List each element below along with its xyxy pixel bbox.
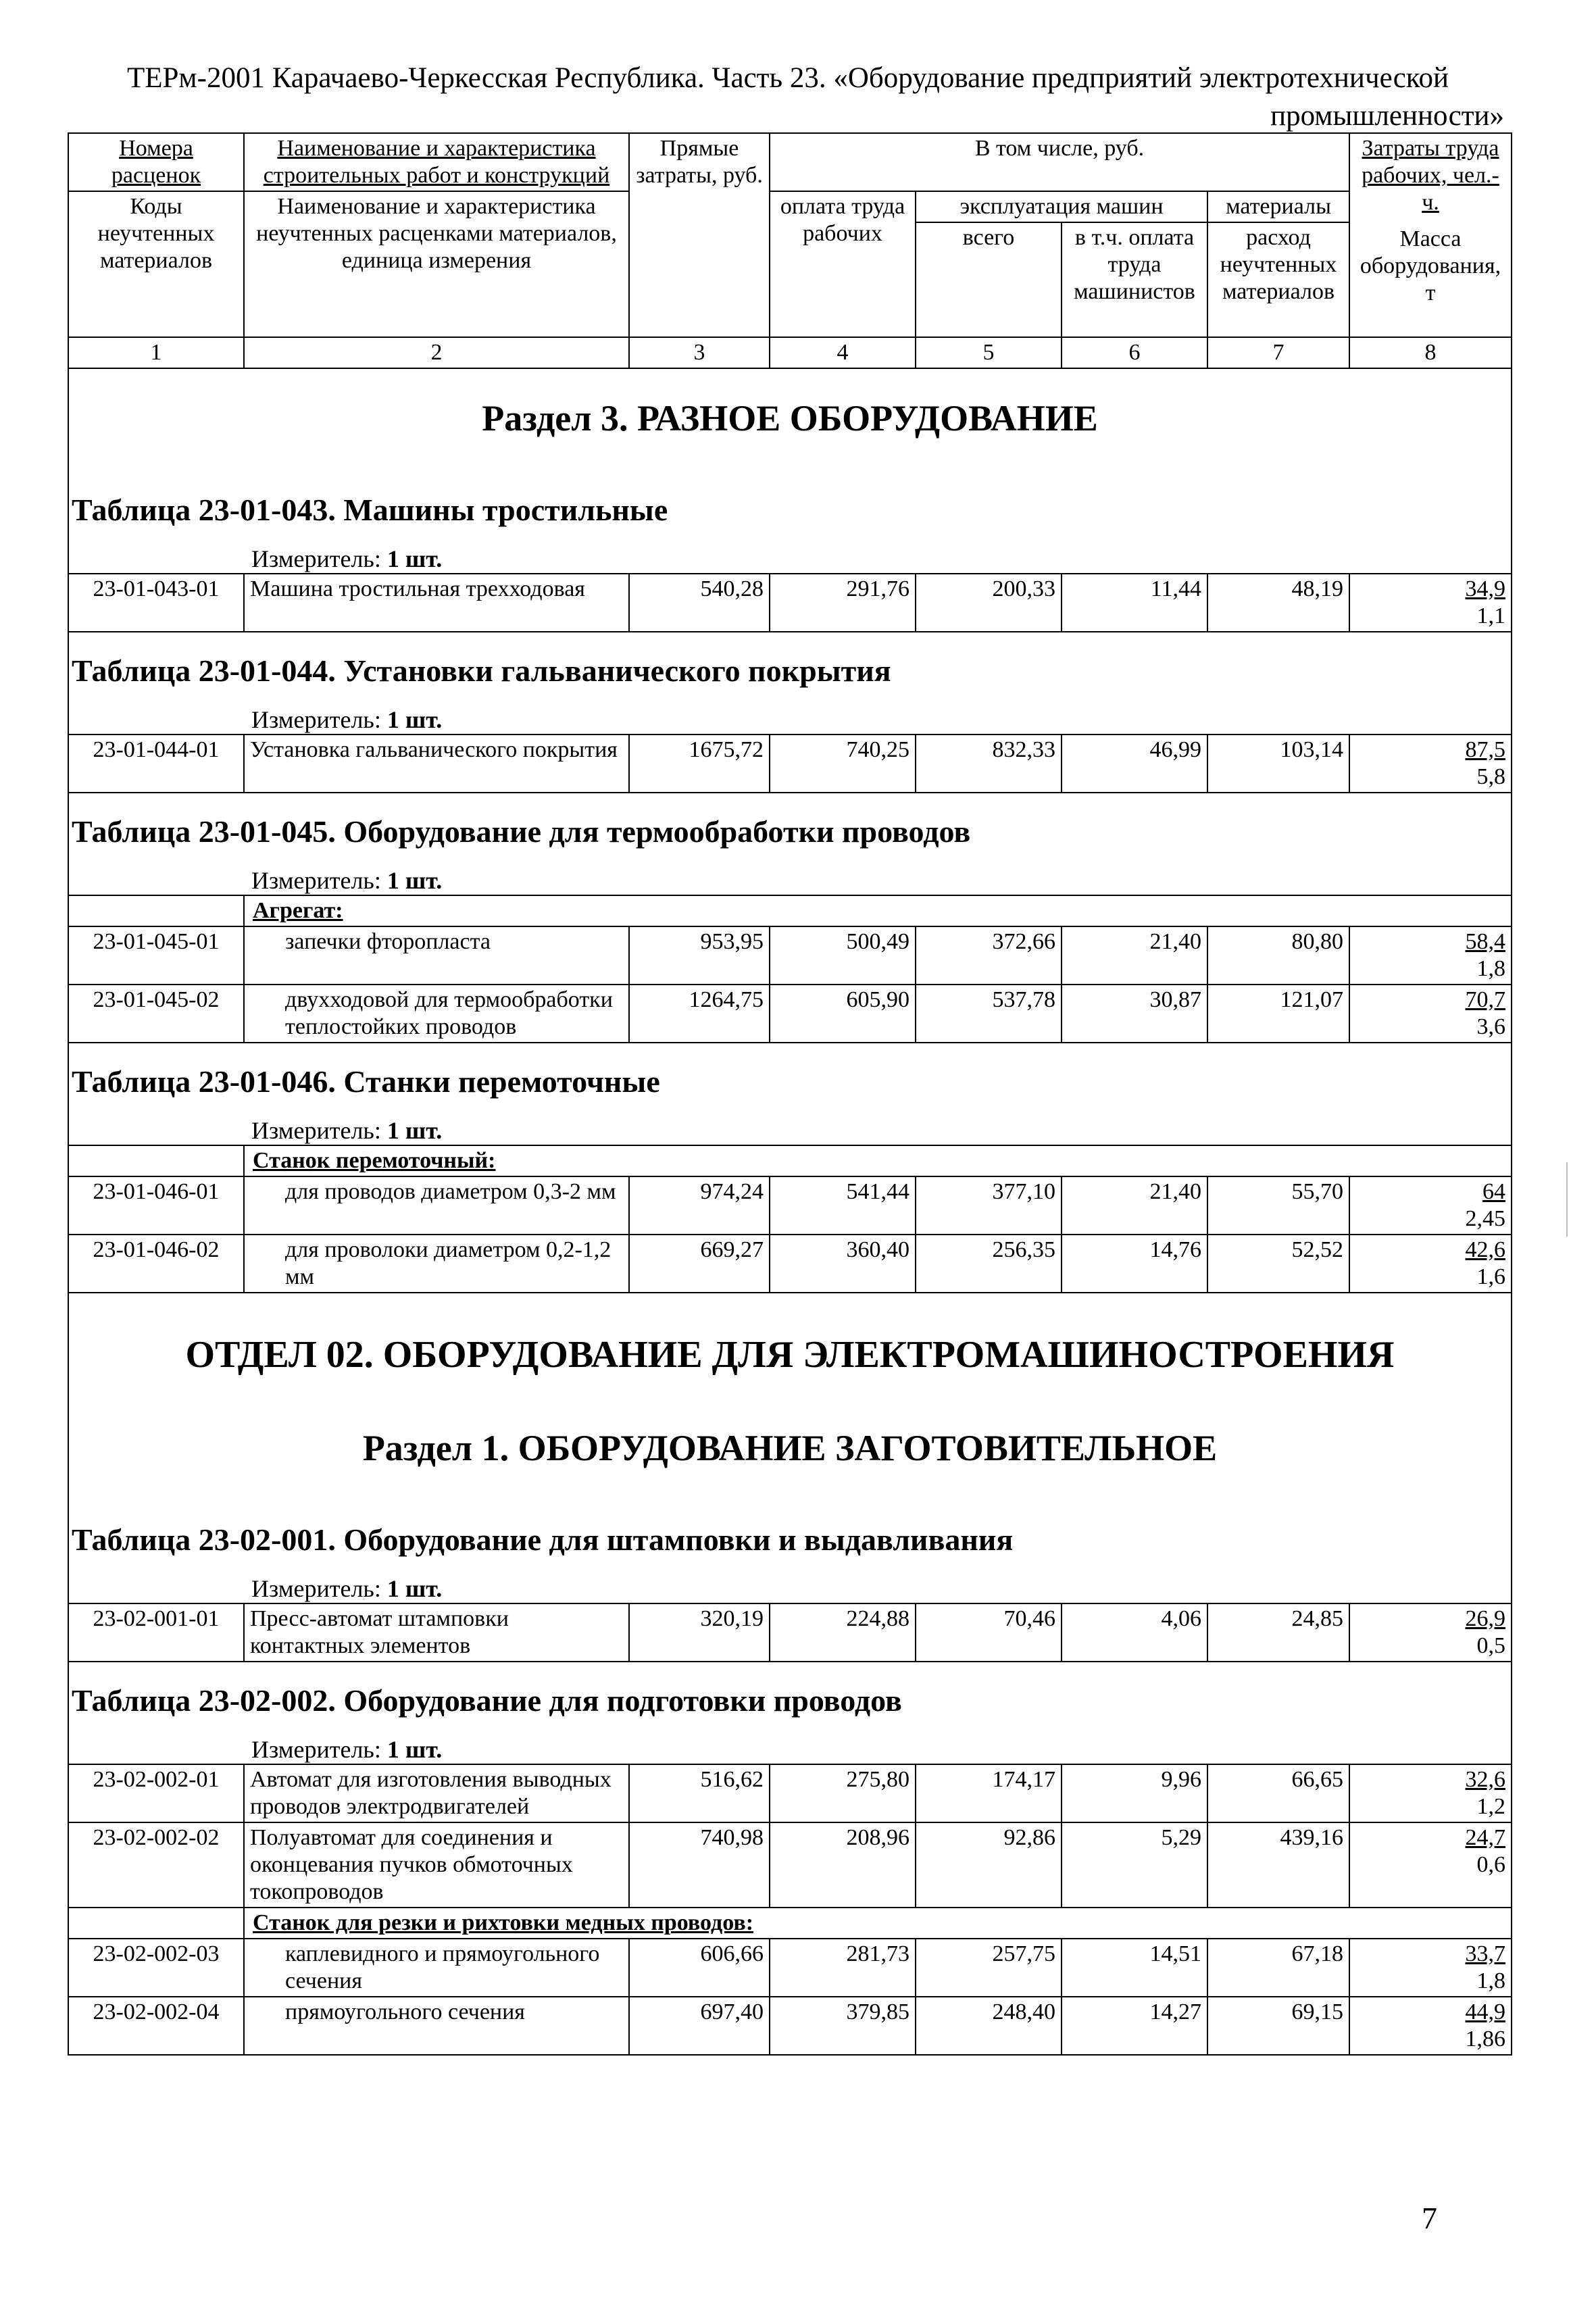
operators-cost: 4,06 (1062, 1603, 1207, 1662)
operators-cost: 14,51 (1062, 1939, 1207, 1997)
rate-code: 23-02-001-01 (68, 1603, 244, 1662)
rate-code: 23-01-046-02 (68, 1235, 244, 1293)
machines-cost: 248,40 (916, 1997, 1062, 2055)
table-row (68, 1997, 1512, 2055)
materials-cost: 67,18 (1207, 1939, 1349, 1997)
scan-artifact-line (1566, 1162, 1568, 1237)
rate-code: 23-02-002-02 (68, 1822, 244, 1908)
operators-cost: 9,96 (1062, 1764, 1207, 1822)
labor-cost: 208,96 (770, 1822, 916, 1908)
rate-name: Автомат для изготовления выводных проводов электродвигателей (244, 1764, 629, 1822)
operators-cost: 14,27 (1062, 1997, 1207, 2055)
col2-header-bottom: Наименование и характеристика неучтенных расценками материалов, единица измерения (244, 191, 629, 337)
direct-cost: 1675,72 (629, 735, 770, 793)
materials-cost: 439,16 (1207, 1822, 1349, 1908)
table-title: Таблица 23-01-045. Оборудование для термообработки проводов (68, 793, 1512, 861)
table-row (68, 1822, 1512, 1908)
machines-cost: 257,75 (916, 1939, 1062, 1997)
measure-line: Измеритель: 1 шт. (68, 1730, 1512, 1764)
col6-header: в т.ч. оплата труда машинистов (1062, 222, 1207, 337)
col3-header: Прямые затраты, руб. (629, 133, 770, 337)
materials-cost: 24,85 (1207, 1603, 1349, 1662)
rate-name: прямоугольного сечения (244, 1997, 629, 2055)
table-row (68, 1235, 1512, 1293)
col1-header-bottom: Коды неучтенных материалов (68, 191, 244, 337)
labor-mass: 87,5 5,8 (1349, 735, 1512, 793)
header-line-2: промышленности» (1270, 100, 1504, 132)
labor-cost: 605,90 (770, 985, 916, 1043)
labor-mass: 70,7 3,6 (1349, 985, 1512, 1043)
materials-header: материалы (1207, 191, 1349, 222)
table-header-row-2 (68, 191, 1512, 222)
operators-cost: 30,87 (1062, 985, 1207, 1043)
direct-cost: 740,98 (629, 1822, 770, 1908)
labor-mass: 64 2,45 (1349, 1176, 1512, 1235)
price-table (68, 132, 1512, 2056)
labor-mass: 44,9 1,86 (1349, 1997, 1512, 2055)
column-number: 5 (916, 337, 1062, 368)
direct-cost: 606,66 (629, 1939, 770, 1997)
direct-cost: 974,24 (629, 1176, 770, 1235)
table-row (68, 1176, 1512, 1235)
rate-name: двухходовой для термообработки теплостойких проводов (244, 985, 629, 1043)
operators-cost: 14,76 (1062, 1235, 1207, 1293)
col2-header-top: Наименование и характеристика строительных работ и конструкций (244, 133, 629, 191)
operators-cost: 46,99 (1062, 735, 1207, 793)
direct-cost: 516,62 (629, 1764, 770, 1822)
direct-cost: 540,28 (629, 574, 770, 632)
col-group-header: В том числе, руб. (770, 133, 1349, 191)
column-number: 8 (1349, 337, 1512, 368)
column-number: 7 (1207, 337, 1349, 368)
col4-header: оплата труда рабочих (770, 191, 916, 337)
column-number: 2 (244, 337, 629, 368)
operators-cost: 21,40 (1062, 926, 1207, 985)
labor-cost: 275,80 (770, 1764, 916, 1822)
labor-cost: 740,25 (770, 735, 916, 793)
materials-cost: 80,80 (1207, 926, 1349, 985)
machines-cost: 377,10 (916, 1176, 1062, 1235)
column-number: 6 (1062, 337, 1207, 368)
labor-mass: 34,9 1,1 (1349, 574, 1512, 632)
col7-header: расход неучтенных материалов (1207, 222, 1349, 337)
measure-line: Измеритель: 1 шт. (68, 1111, 1512, 1145)
table-row (68, 574, 1512, 632)
table-row (68, 926, 1512, 985)
labor-mass: 42,6 1,6 (1349, 1235, 1512, 1293)
rate-code: 23-01-045-01 (68, 926, 244, 985)
table-row (68, 1764, 1512, 1822)
rate-code: 23-01-045-02 (68, 985, 244, 1043)
rate-name: Машина тростильная трехходовая (244, 574, 629, 632)
measure-line: Измеритель: 1 шт. (68, 700, 1512, 735)
direct-cost: 1264,75 (629, 985, 770, 1043)
table-title: Таблица 23-01-043. Машины тростильные (68, 472, 1512, 539)
materials-cost: 69,15 (1207, 1997, 1349, 2055)
machines-cost: 92,86 (916, 1822, 1062, 1908)
materials-cost: 121,07 (1207, 985, 1349, 1043)
materials-cost: 55,70 (1207, 1176, 1349, 1235)
rate-name: запечки фторопласта (244, 926, 629, 985)
machines-cost: 200,33 (916, 574, 1062, 632)
labor-cost: 500,49 (770, 926, 916, 985)
page-number: 7 (1422, 2201, 1437, 2235)
column-numbers-row (68, 337, 1512, 368)
labor-cost: 291,76 (770, 574, 916, 632)
labor-cost: 541,44 (770, 1176, 916, 1235)
materials-cost: 52,52 (1207, 1235, 1349, 1293)
department-heading: ОТДЕЛ 02. ОБОРУДОВАНИЕ ДЛЯ ЭЛЕКТРОМАШИНОСТРОЕНИЯ (68, 1293, 1512, 1399)
machines-cost: 537,78 (916, 985, 1062, 1043)
labor-cost: 360,40 (770, 1235, 916, 1293)
section-heading: Раздел 1. ОБОРУДОВАНИЕ ЗАГОТОВИТЕЛЬНОЕ (68, 1399, 1512, 1501)
machines-cost: 832,33 (916, 735, 1062, 793)
rate-code: 23-01-043-01 (68, 574, 244, 632)
rate-code: 23-01-044-01 (68, 735, 244, 793)
rate-code: 23-02-002-04 (68, 1997, 244, 2055)
col5-header: всего (916, 222, 1062, 337)
materials-cost: 66,65 (1207, 1764, 1349, 1822)
table-title: Таблица 23-01-046. Станки перемоточные (68, 1043, 1512, 1111)
rate-code: 23-02-002-03 (68, 1939, 244, 1997)
labor-cost: 379,85 (770, 1997, 916, 2055)
rate-name: для проводов диаметром 0,3-2 мм (244, 1176, 629, 1235)
table-row (68, 1603, 1512, 1662)
labor-mass: 58,4 1,8 (1349, 926, 1512, 985)
operators-cost: 5,29 (1062, 1822, 1207, 1908)
labor-mass: 26,9 0,5 (1349, 1603, 1512, 1662)
machines-cost: 174,17 (916, 1764, 1062, 1822)
rate-code: 23-01-046-01 (68, 1176, 244, 1235)
group-label: Станок перемоточный: (244, 1145, 1512, 1176)
group-label: Станок для резки и рихтовки медных проводов: (244, 1908, 1512, 1939)
rate-name: каплевидного и прямоугольного сечения (244, 1939, 629, 1997)
table-title: Таблица 23-02-002. Оборудование для подготовки проводов (68, 1662, 1512, 1730)
rate-name: Полуавтомат для соединения и оконцевания пучков обмоточных токопроводов (244, 1822, 629, 1908)
page-header (65, 59, 1511, 135)
labor-cost: 224,88 (770, 1603, 916, 1662)
measure-line: Измеритель: 1 шт. (68, 1569, 1512, 1603)
table-title: Таблица 23-02-001. Оборудование для штамповки и выдавливания (68, 1501, 1512, 1569)
column-number: 1 (68, 337, 244, 368)
rate-name: Пресс-автомат штамповки контактных элементов (244, 1603, 629, 1662)
col1-header-top: Номера расценок (68, 133, 244, 191)
rate-code: 23-02-002-01 (68, 1764, 244, 1822)
column-number: 4 (770, 337, 916, 368)
labor-mass: 33,7 1,8 (1349, 1939, 1512, 1997)
table-title: Таблица 23-01-044. Установки гальванического покрытия (68, 632, 1512, 700)
materials-cost: 48,19 (1207, 574, 1349, 632)
exploitation-header: эксплуатация машин (916, 191, 1207, 222)
section-heading: Раздел 3. РАЗНОЕ ОБОРУДОВАНИЕ (68, 368, 1512, 472)
machines-cost: 372,66 (916, 926, 1062, 985)
materials-cost: 103,14 (1207, 735, 1349, 793)
direct-cost: 669,27 (629, 1235, 770, 1293)
rate-name: Установка гальванического покрытия (244, 735, 629, 793)
column-number: 3 (629, 337, 770, 368)
direct-cost: 320,19 (629, 1603, 770, 1662)
table-row (68, 735, 1512, 793)
table-row (68, 1939, 1512, 1997)
group-label: Агрегат: (244, 895, 1512, 926)
table-header-row-1 (68, 133, 1512, 191)
machines-cost: 70,46 (916, 1603, 1062, 1662)
labor-mass: 24,7 0,6 (1349, 1822, 1512, 1908)
rate-name: для проволоки диаметром 0,2-1,2 мм (244, 1235, 629, 1293)
measure-line: Измеритель: 1 шт. (68, 539, 1512, 574)
header-line-1: ТЕРм-2001 Карачаево-Черкесская Республика. Часть 23. «Оборудование предприятий электротехнической (126, 62, 1449, 94)
operators-cost: 11,44 (1062, 574, 1207, 632)
labor-mass: 32,6 1,2 (1349, 1764, 1512, 1822)
col8-header: Затраты труда рабочих, чел.-ч. Масса оборудования, т (1349, 133, 1512, 337)
direct-cost: 697,40 (629, 1997, 770, 2055)
machines-cost: 256,35 (916, 1235, 1062, 1293)
table-row (68, 985, 1512, 1043)
operators-cost: 21,40 (1062, 1176, 1207, 1235)
direct-cost: 953,95 (629, 926, 770, 985)
labor-cost: 281,73 (770, 1939, 916, 1997)
measure-line: Измеритель: 1 шт. (68, 861, 1512, 895)
